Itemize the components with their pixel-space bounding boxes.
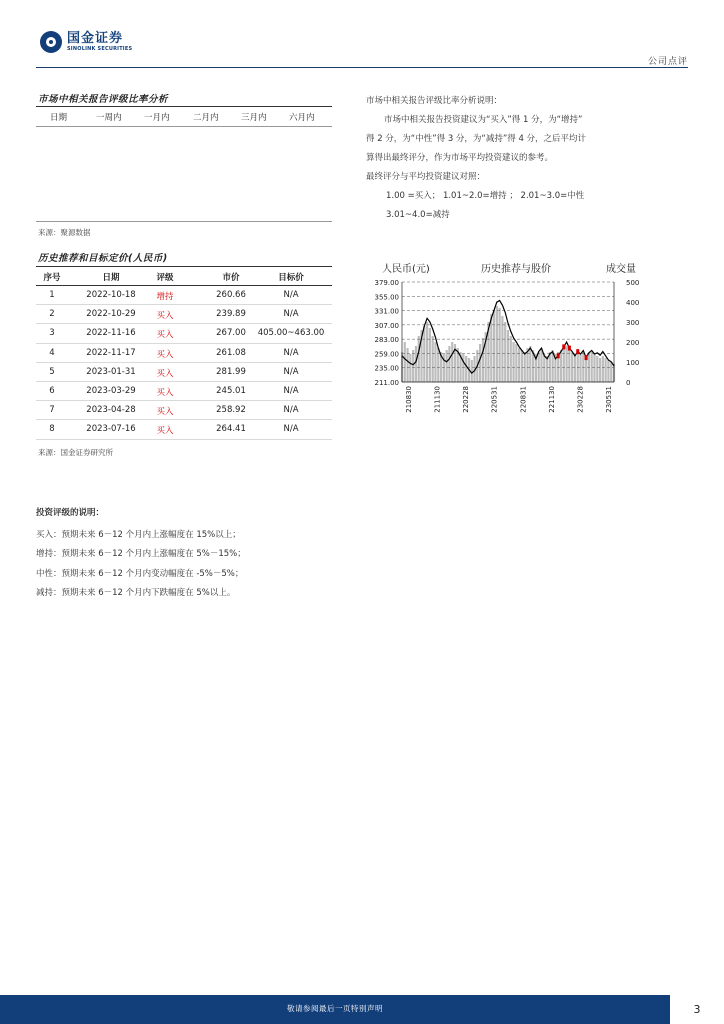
explanation-line: 市场中相关报告投资建议为“买入”得 1 分，为“增持” xyxy=(384,115,583,125)
history-col-no: 序号 xyxy=(43,273,61,283)
volume-bar xyxy=(521,350,523,382)
history-cell-price: 258.92 xyxy=(216,405,246,416)
volume-bar xyxy=(434,342,436,382)
history-cell-date: 2023-01-31 xyxy=(86,366,136,377)
volume-bar xyxy=(596,356,598,382)
volume-bar xyxy=(605,358,607,382)
chart-y2label: 成交量 xyxy=(606,264,636,275)
volume-bar xyxy=(607,360,609,382)
history-cell-price: 264.41 xyxy=(216,424,246,435)
volume-bar xyxy=(507,330,509,382)
y-tick-label: 283.00 xyxy=(374,336,399,345)
history-cell-target: 405.00~463.00 xyxy=(257,328,325,339)
recommendation-marker xyxy=(557,353,560,358)
history-col-rating: 评级 xyxy=(156,273,174,283)
history-title: 历史推荐和目标定价(人民币) xyxy=(38,253,168,264)
volume-bar xyxy=(493,310,495,382)
y2-tick-label: 500 xyxy=(626,279,640,287)
volume-bar xyxy=(546,356,548,382)
x-tick-label: 220228 xyxy=(462,386,471,413)
explanation-line: 3.01~4.0=减持 xyxy=(386,210,450,220)
volume-bar xyxy=(571,352,573,382)
x-tick-label: 230228 xyxy=(576,386,585,413)
recommendation-marker xyxy=(576,349,579,354)
volume-bar xyxy=(496,306,498,382)
volume-bar xyxy=(574,354,576,382)
history-col-date: 日期 xyxy=(102,273,120,283)
volume-bar xyxy=(563,348,565,382)
history-cell-rating: 买入 xyxy=(156,311,174,322)
rating-stats-title: 市场中相关报告评级比率分析 xyxy=(38,94,169,105)
history-cell-target: N/A xyxy=(283,290,299,300)
history-cell-rating: 买入 xyxy=(156,407,174,418)
volume-bar xyxy=(579,354,581,382)
volume-bar xyxy=(568,350,570,382)
volume-bar xyxy=(499,308,501,382)
history-source: 来源：国金证券研究所 xyxy=(38,448,113,457)
y-tick-label: 379.00 xyxy=(374,279,399,287)
recommendation-marker xyxy=(562,344,565,349)
rating-stats-header xyxy=(36,108,332,126)
volume-bar xyxy=(429,328,431,382)
rating-col-month2: 二月内 xyxy=(193,113,219,123)
volume-bar xyxy=(409,354,411,382)
y-tick-label: 235.00 xyxy=(374,364,399,373)
volume-bar xyxy=(423,326,425,382)
investment-rating-item: 中性：预期未来 6－12 个月内变动幅度在 -5%－5%； xyxy=(36,568,244,579)
x-tick-label: 210830 xyxy=(405,386,413,413)
recommendation-marker xyxy=(585,355,588,360)
volume-bar xyxy=(404,342,406,382)
volume-bar xyxy=(462,354,464,382)
history-row xyxy=(36,382,332,401)
volume-bar xyxy=(518,348,520,382)
history-cell-price: 260.66 xyxy=(216,290,246,300)
history-cell-price: 239.89 xyxy=(216,309,246,320)
rating-stats-header-rule xyxy=(36,126,332,127)
volume-bar xyxy=(504,322,506,382)
rating-col-month3: 三月内 xyxy=(241,113,267,123)
volume-bar xyxy=(610,362,612,382)
history-row xyxy=(36,401,332,420)
history-row xyxy=(36,363,332,382)
y2-tick-label: 0 xyxy=(626,379,631,387)
header-divider xyxy=(36,67,688,68)
history-cell-target: N/A xyxy=(283,405,299,416)
history-cell-date: 2022-11-16 xyxy=(86,328,136,339)
volume-bar xyxy=(540,348,542,382)
volume-bar xyxy=(599,358,601,382)
explanation-line: 最终评分与平均投资建议对照： xyxy=(366,172,486,182)
history-cell-target: N/A xyxy=(283,347,299,358)
y2-tick-label: 200 xyxy=(626,339,640,347)
history-row xyxy=(36,344,332,363)
history-cell-rating: 买入 xyxy=(156,387,174,398)
history-cell-rating: 买入 xyxy=(156,426,174,437)
volume-bar xyxy=(510,336,512,382)
logo-icon xyxy=(40,31,62,53)
history-cell-date: 2023-03-29 xyxy=(86,385,136,396)
volume-bar xyxy=(448,346,450,382)
document-type: 公司点评 xyxy=(647,57,688,67)
volume-bar xyxy=(437,348,439,382)
volume-bar xyxy=(471,360,473,382)
investment-rating-item: 买入：预期未来 6－12 个月内上涨幅度在 15%以上； xyxy=(36,529,241,540)
volume-bar xyxy=(432,336,434,382)
volume-bar xyxy=(577,352,579,382)
volume-bar xyxy=(543,354,545,382)
investment-rating-explanation xyxy=(36,504,246,604)
volume-bar xyxy=(560,350,562,382)
volume-bar xyxy=(526,348,528,382)
history-cell-price: 245.01 xyxy=(216,385,246,396)
volume-bar xyxy=(446,350,448,382)
history-row xyxy=(36,305,332,324)
history-cell-no: 8 xyxy=(49,424,55,435)
y2-tick-label: 300 xyxy=(626,319,640,327)
rating-col-week: 一周内 xyxy=(96,113,122,123)
volume-bar xyxy=(538,352,540,382)
logo-name-en: SINOLINK SECURITIES xyxy=(67,45,133,52)
rating-col-month1: 一月内 xyxy=(144,113,170,123)
history-cell-rating: 买入 xyxy=(156,330,174,341)
company-logo xyxy=(40,31,132,53)
chart-ylabel: 人民币(元) xyxy=(382,264,430,275)
volume-bar xyxy=(565,346,567,382)
volume-bar xyxy=(588,354,590,382)
history-cell-price: 261.08 xyxy=(216,347,246,358)
volume-bar xyxy=(479,344,481,382)
history-cell-no: 1 xyxy=(49,290,55,300)
x-tick-label: 211130 xyxy=(433,386,442,413)
page-number: 3 xyxy=(693,1003,701,1016)
investment-rating-title: 投资评级的说明： xyxy=(36,508,105,518)
history-cell-no: 2 xyxy=(49,309,55,320)
volume-bar xyxy=(529,346,531,382)
y-tick-label: 211.00 xyxy=(374,379,399,387)
history-cell-rating: 买入 xyxy=(156,349,174,360)
rating-col-month6: 六月内 xyxy=(289,113,315,123)
rating-explanation xyxy=(366,92,688,225)
volume-bar xyxy=(602,356,604,382)
volume-bar xyxy=(512,342,514,382)
y-tick-label: 355.00 xyxy=(374,293,399,302)
rating-stats-bottom-rule xyxy=(36,221,332,222)
history-cell-target: N/A xyxy=(283,309,299,320)
volume-bar xyxy=(418,336,420,382)
y2-tick-label: 400 xyxy=(626,299,640,307)
explanation-line: 算得出最终评分，作为市场平均投资建议的参考。 xyxy=(366,153,554,163)
history-top-rule xyxy=(36,266,332,267)
history-cell-date: 2022-11-17 xyxy=(86,347,136,358)
logo-name-cn: 国金证券 xyxy=(67,30,124,46)
history-cell-rating: 增持 xyxy=(156,292,174,302)
investment-rating-item: 减持：预期未来 6－12 个月内下跌幅度在 5%以上。 xyxy=(36,588,236,598)
y-tick-label: 307.00 xyxy=(374,321,399,330)
history-col-price: 市价 xyxy=(222,273,240,283)
history-cell-date: 2022-10-18 xyxy=(86,290,136,300)
volume-bar xyxy=(482,338,484,382)
history-cell-no: 6 xyxy=(49,385,55,396)
chart-title: 历史推荐与股价 xyxy=(481,264,551,275)
explanation-line: 得 2 分，为“中性”得 3 分，为“减持”得 4 分，之后平均计 xyxy=(366,134,587,144)
history-cell-no: 4 xyxy=(49,347,55,358)
volume-bar xyxy=(524,352,526,382)
footer-note: 敬请参阅最后一页特别声明 xyxy=(287,1004,383,1013)
volume-bar xyxy=(582,352,584,382)
history-table xyxy=(36,268,332,440)
history-cell-no: 5 xyxy=(49,366,55,377)
history-row xyxy=(36,420,332,439)
x-tick-label: 230531 xyxy=(605,386,613,413)
history-cell-date: 2023-04-28 xyxy=(86,405,136,416)
history-cell-price: 267.00 xyxy=(216,328,246,339)
history-cell-price: 281.99 xyxy=(216,366,246,377)
explanation-line: 1.00 =买入； 1.01~2.0=增持 ； 2.01~3.0=中性 xyxy=(386,191,585,201)
volume-bar xyxy=(593,354,595,382)
rating-col-date: 日期 xyxy=(50,113,68,123)
rating-stats-source: 来源：聚源数据 xyxy=(38,228,91,237)
x-tick-label: 220831 xyxy=(519,386,528,413)
history-cell-target: N/A xyxy=(283,385,299,396)
volume-bar xyxy=(415,346,417,382)
history-cell-date: 2023-07-16 xyxy=(86,424,136,435)
volume-bar xyxy=(490,314,492,382)
y-tick-label: 259.00 xyxy=(374,350,399,359)
volume-bar xyxy=(501,316,503,382)
y-tick-label: 331.00 xyxy=(374,307,399,316)
volume-bar xyxy=(426,322,428,382)
volume-bar xyxy=(465,356,467,382)
investment-rating-item: 增持：预期未来 6－12 个月内上涨幅度在 5%－15%； xyxy=(36,549,246,559)
volume-bar xyxy=(406,348,408,382)
history-cell-no: 3 xyxy=(49,328,55,339)
recommendation-marker xyxy=(568,346,571,351)
history-cell-date: 2022-10-29 xyxy=(86,309,136,320)
volume-bar xyxy=(515,344,517,382)
history-cell-rating: 买入 xyxy=(156,368,174,379)
x-tick-label: 221130 xyxy=(547,386,556,413)
history-row xyxy=(36,324,332,343)
history-header-row xyxy=(36,268,332,286)
history-cell-target: N/A xyxy=(283,366,299,377)
rating-stats-top-rule xyxy=(36,106,332,107)
explanation-line: 市场中相关报告评级比率分析说明： xyxy=(366,96,503,106)
volume-bar xyxy=(451,342,453,382)
volume-bar xyxy=(412,350,414,382)
history-row xyxy=(36,286,332,305)
volume-bar xyxy=(591,352,593,382)
x-tick-label: 220531 xyxy=(490,386,499,413)
history-cell-no: 7 xyxy=(49,405,55,416)
price-history-chart xyxy=(366,258,648,418)
y2-tick-label: 100 xyxy=(626,359,640,367)
history-col-target: 目标价 xyxy=(278,273,304,283)
history-cell-target: N/A xyxy=(283,424,299,435)
